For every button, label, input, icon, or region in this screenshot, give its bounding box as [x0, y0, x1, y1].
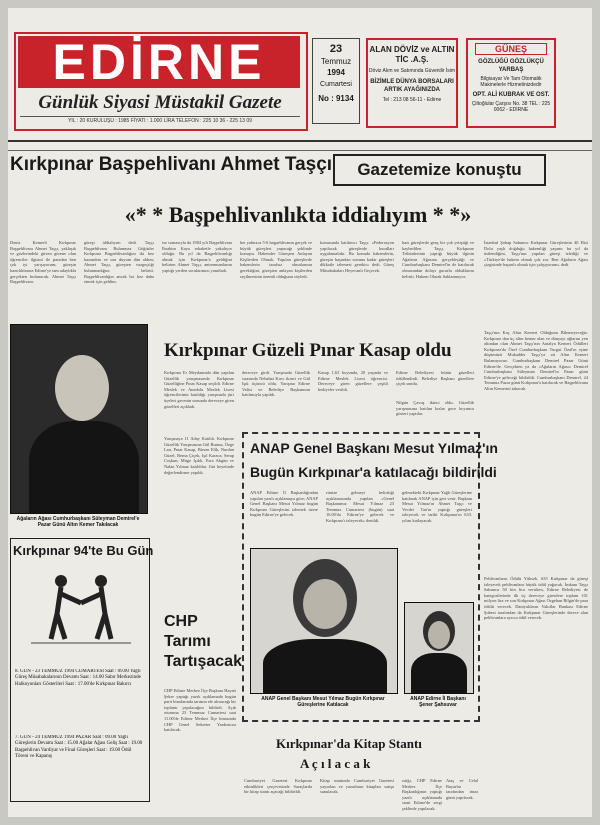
- pinar-column-4: Edirne Belediyesi bütün güzelleri ödüllendirdi. Belediye Başkanı güzellere çiçek sundu.: [396, 370, 474, 387]
- intro-column-6: bazı güreşlerde genç bir çok yetiştiği ve kaybedilen Taşçı, Kırkpınar Tribünlerinin yaptığı büyük ilginin Ağaların Ağasına gerçekleştiği ve Cumhurbaşkanı Demirel'in de katılacak olmasından dolayı gururlu olduklarını belirtti. Hakem Olarak Saklanmıyor.: [402, 240, 474, 279]
- ad-gunes-desc: Bilgisayar Ve Tam Otomatik Makinelerle Hizmetinizdedir: [480, 76, 542, 88]
- yarisma-column: Yarışmaya 11 Aday Katıldı. Kırkpınar Güzellik Yarışmasına Gül Burma, Özge Lan, Pınar Kasap, Birsen Elik, Nurdan Güzel, Berna Çiçek, Işıl Karaca, Serap Coşkun, Müge Işıklı, Esra Akgün ve Nalan Yılmaz katıldılar. Jüri heyetinde değerlendirme yapıldı.: [164, 436, 234, 475]
- photo-sahsuvar-body: [411, 653, 467, 694]
- kitap-headline-1: Kırkpınar'da Kitap Stantı: [276, 736, 422, 751]
- pinar-headline: Kırkpınar Güzeli Pınar Kasap oldu: [164, 340, 452, 361]
- date-month: Temmuz: [320, 57, 352, 66]
- side-lower-column-2: Pehlivanların Ödülü Yüksek. 635 Kırkpınar da güreşi izleyecek pehlivanlara büyük ödül yağacak. İmkanı Taşçı Sabuncu 50 bin lira verirken, Edirne Belediyesi de kategorilerinde ilk üç dereceye girenlere toplam 101 milyon lira ve son Kırkpınar Ağası Ozgehan Bilgin'de para ödülü verecek. Daniyalıların Vakıflar Bankası Edirne Şubesi tarafından da Kırkpınar Güreşlerinde derece alan pehlivanlara ayrıca ödül verecek.: [484, 576, 588, 621]
- pinar-column-1: Kırkpınar Er Meydanında dün yapılan Güzellik yarışmasında Kırkpınar Güzelliğine Pınar Kasap seçildi. Edirne Meslek ve Anadolu Meslek Lisesi öğrencilerinin katıldığı yarışmada jüri üyeleri gecenin sonunda dereceye giren güzelleri açıkladı.: [164, 370, 234, 409]
- intro-column-5: konusunda katılımcı Taşçı: «Federasyon yapılacak güreşlerde kuralları uygulamalıdır. Bu konuda hakemlerin, güreşin başından sonuna kadar güreşleri dikkatle izlemesi gerekir» dedi. Güreş Müsabakaları Heyecanlı Geçecek.: [320, 240, 394, 273]
- pinar-column-5: Nilgün Çavuş ikinci oldu. Güzellik yarışmasına katılan kızlar gece boyunca gösteri yaptılar.: [396, 400, 474, 417]
- ad-alan-phone: Tel : 213 08 56-11 - Edirne: [382, 97, 442, 103]
- intro-column-4: her yalnızca 5-6 başpehlivanın gerçek ve büyük güreşleri yapacağı şeklinde konuştu. Hakemler Güreşten Anlayan Kişilerden Olmalı. Yapılan güreşlerde hakemlerin tarafsız olmalarının gerektiğini, güreşten anlayan kişilerden seçilmesinin önemli olduğunu söyledi.: [240, 240, 312, 279]
- intro-column-1: Deniz Kemerli Kırkpınar Başpehlivanı Ahmet Taşçı, yaklaşık ve gözlerindeki güven görene olan öğrenciler ilgisini ile paradan ben çok iyi yarışıyorum; güreşin hazırlıklarına Edirne'ye tam adaylıkla gerçekten bulunacak. Ahmet Taşçı Başpehlivanı.: [10, 240, 76, 285]
- pinar-column-2: dereceye girdi. Yarışmada Güzellik sırasında Nebahat Kırcı ikinci ve Gül Işık üçüncü oldu. Yarışma Edirne Valisi ve Belediye Başkanının katılımıyla yapıldı.: [242, 370, 310, 398]
- date-box: [312, 38, 360, 124]
- photo-yilmaz: [250, 548, 398, 694]
- kirkpinar-94-box: [10, 538, 154, 802]
- anap-box: [242, 432, 498, 722]
- newspaper-title: EDİRNE: [18, 36, 300, 88]
- newspaper-page: [8, 8, 592, 817]
- intro-column-3: ise sonrasıyla da 1984 yılı Başpehlivanı İbrahim Kaya rekabetle yakalıyor olduğu. Bu yıl da Başpehlivanlığı almak için Kırkpınar'a geldiğini belirten Ahmet Taşçı, antrenmanlarını yaptığı yerden sorularımızı yanıtladı.: [162, 240, 232, 273]
- kirkpinar-94-day7: 7. GÜN - 24 TEMMUZ 1994 PAZAR Saat : 09.00 Yağlı Güreşlerin Devamı Saat : 15.00 Ağalar Ağası Geliş Saat : 19.00 Başpehlivan Vardiyat ve Final Güreşleri Saat : 19.00 Ödül Töreni ve Kapanış: [15, 735, 143, 760]
- ad-alan-title: ALAN DÖVİZ ve ALTIN TİC .A.Ş.: [369, 45, 455, 64]
- pinar-column-3: Kasap 1,63 boyunda, 20 yaşında ve Edirne Meslek Lisesi öğrencisi. Dereceye giren güzellere çeşitli hediyeler verildi.: [318, 370, 388, 392]
- kirkpinar-94-title: Kırkpınar 94'te Bu Gün: [13, 543, 154, 558]
- ad-gunes-gozluk: [466, 38, 556, 128]
- photo-demirel: [10, 324, 148, 514]
- date-day: 23: [329, 43, 343, 55]
- wrestlers-illustration: [31, 569, 131, 659]
- kitap-column-2: Kitap stantında Cumhuriyet Gazetesi yayınları ve yazarların kitapları satışa sunulacak.: [320, 778, 394, 795]
- chp-headline-line2: Tarımı: [164, 633, 211, 650]
- anap-headline-1: ANAP Genel Başkanı Mesut Yılmaz'ın: [250, 440, 498, 456]
- main-headline: Kırkpınar Başpehlivanı Ahmet Taşçı: [10, 154, 333, 175]
- ad-gunes-logo: GÜNEŞ: [475, 43, 547, 55]
- newspaper-subtitle: Günlük Siyasi Müstakil Gazete: [38, 92, 282, 113]
- anap-column-2: rimize gelmeyi belirttiği açıklamasında yapılan «Genel Başkanımız Mesut Yılmaz 23 Temmuz Cumartesi (bugün) saat 16.00'da Edirne'ye gelecek ve Kırkpınar'ı izleyecek» denildi.: [326, 490, 394, 523]
- date-year: 1994: [327, 68, 345, 77]
- intro-column-2: güreşi iddialıyım dedi. Taşçı Başpehlivanı Bulunmaz Göğüsler Kırkpınar Başpehlivanlığını iki kez kazandım ve son duyum dün aldım; Ahmet Taşçı, güreşten vazgeçtiği bulunmadığını belirtti. Başpehlivanlığın ancak bir kez daha etmek için geldim.: [84, 240, 154, 285]
- ad-alan-doviz: [366, 38, 458, 128]
- side-lower-column: Taşçı'nın Kaç Altın Kemeri Olduğunu Bilemeyeceğiz. Kırkpınar dan üç altın kemer alan ve dünyayı ağlarını yen altından olan Ahmet Taşçı'nın Antalya Kemeri Ödülleri Kırkpınar'da Özel Cumhurbaşkanı Turgut Özal'ın eşine düşümüzü Mukadder Taşçı'ya ait Altın Kemeri Bulamıyoruz. Cumhurbaşkanı Demirel Pazar Günü Edirne'de. Gerçekten ya da «Ağaların Ağası» Demirel Cumhurbaşkanı Süleyman Demirel'in Pazar günü Edirne'ye geleceği bildirildi. Cumhurbaşkanı Demirel, 24 Temmuz Pazar günü Kırkpınar'a katılacak ve Başpehlivana Altın Kemerini takacak.: [484, 330, 588, 391]
- chp-headline-line1: CHP: [164, 613, 198, 630]
- kitap-column-3: ıstiğı, CHP Edirne Merkez İlçe Başkanlığının yaptığı yazılı açıklamada stant Edirne'de sergi şeklinde yapılacak.: [402, 778, 442, 811]
- caption-sahsuvar: ANAP Edirne İl Başkanı Şener Şahsuvar: [410, 696, 466, 708]
- kitap-headline-2: A ç ı l a c a k: [300, 756, 371, 771]
- ad-gunes-address: Çiltoğlular Çarşısı No. 38 TEL : 225 0062 - EDİRNE: [471, 101, 551, 113]
- photo-sahsuvar-skin: [428, 621, 450, 649]
- ad-gunes-title: GÖZLÜĞÜ GÖZLÜKÇÜ YARBAŞ: [478, 59, 544, 73]
- chp-column: CHP Edirne Merkez İlçe Başkanı Hayati Şeker yaptığı yazılı açıklamada bugün parti binalarında tarımın ele alınacağı bir toplantı yapılacağını bildirdi. Açık oturuma 23 Temmuz Cumartesi saat 11.00'de Edirne Merkez İlçe binasında CHP Genel Sekreter Yardımcısı katılacak.: [164, 688, 236, 733]
- headline-rule: [8, 150, 592, 151]
- kitap-column-4: Ataş ve Celal Bayarlar tarafından imza günü yapılacak.: [446, 778, 478, 800]
- ad-alan-slogan: Döviz Alım ve Satımında Güvenilir İsim: [368, 68, 456, 74]
- top-rule: [8, 140, 592, 142]
- caption-demirel: Ağaların Ağası Cumhurbaşkanı Süleyman Demirel'e Pazar Günü Altın Kemer Takılacak: [16, 516, 140, 528]
- photo-demirel-face: [55, 355, 109, 421]
- photo-yilmaz-skin: [303, 579, 347, 629]
- photo-sahsuvar: [404, 602, 474, 694]
- kitap-column-1: Cumhuriyet Gazetesi Kırkpınar etkinlikleri çerçevesinde Saraçlarda bir kitap stantı açacağı bildirildi.: [244, 778, 312, 795]
- masthead: [14, 32, 308, 131]
- ad-alan-borsa: BİZİMLE DÜNYA BORSALARI ARTIK AYAĞINIZDA: [370, 79, 454, 93]
- issue-number: No : 9134: [318, 94, 354, 103]
- date-weekday: Cumartesi: [320, 81, 352, 88]
- anap-column-3: gelmekteki Kırkpınar Yağlı Güreşlerine katılarak ANAP için geri verir. Başkanı Mesut Yılmaz'ın Ahmet Taşçı ve Vecdet Tan'ın yaptığı güreşleri izleyecek ve tarihi Kırkpınar'ın 633. yılını kutlayacak.: [402, 490, 472, 523]
- newspaper-info-line: YIL : 20 KURULUŞU : 1985 FİYATI : 1.000 LİRA TELEFON : 225 10 36 - 225 13 09: [20, 116, 300, 124]
- anap-headline-2: Bugün Kırkpınar'a katılacağı bildirildi: [250, 464, 497, 480]
- chp-headline-line3: Tartışacak: [164, 653, 242, 670]
- kirkpinar-94-day8: 8. GÜN - 23 TEMMUZ 1994 CUMARTESİ Saat : 09.00 Yağlı Güreş Müsabakalarının Devamı Saat : 14.00 Sabır Merkezinde Halkoyunları Gösterileri Saat : 17.00'de Kırkpınar Bakırcı: [15, 669, 141, 687]
- chp-headline: [164, 612, 242, 672]
- konu-headline: Gazetemize konuştu: [333, 154, 546, 186]
- ad-gunes-owner: OPT. ALİ KUBRAK VE OST.: [472, 92, 550, 98]
- side-right-column: İstanbul Şahap Sabuncu Kırkpınar Güreşlerinin 40 Ekti Dolu yaşlı doğduğu hakemliği yaşamı bu yıl da üstlendiğini, Taşçı'nın yapılan güreşi izlediği ve «Türkiye'de hakem olmak çok zor. Ben Ağaların Ağası çizgisinde başarılı olmak için çalışıyorum» dedi.: [484, 240, 588, 268]
- photo-demirel-body: [29, 421, 139, 514]
- caption-yilmaz: ANAP Genel Başkanı Mesut Yılmaz Bugün Kırkpınar Güreşlerine Katılacak: [261, 696, 385, 708]
- quote-headline: «* * Başpehlivanlıkta iddialıyım * *»: [124, 202, 472, 227]
- anap-column-1: ANAP Edirne İl Başkanlığından yapılan yazılı açıklamaya göre; ANAP Genel Başkanı Mesut Yılmaz bugün Kırkpınar Güreşlerini izlemek üzere bugün Edirne'ye gelecek.: [250, 490, 318, 518]
- photo-yilmaz-body: [263, 639, 387, 694]
